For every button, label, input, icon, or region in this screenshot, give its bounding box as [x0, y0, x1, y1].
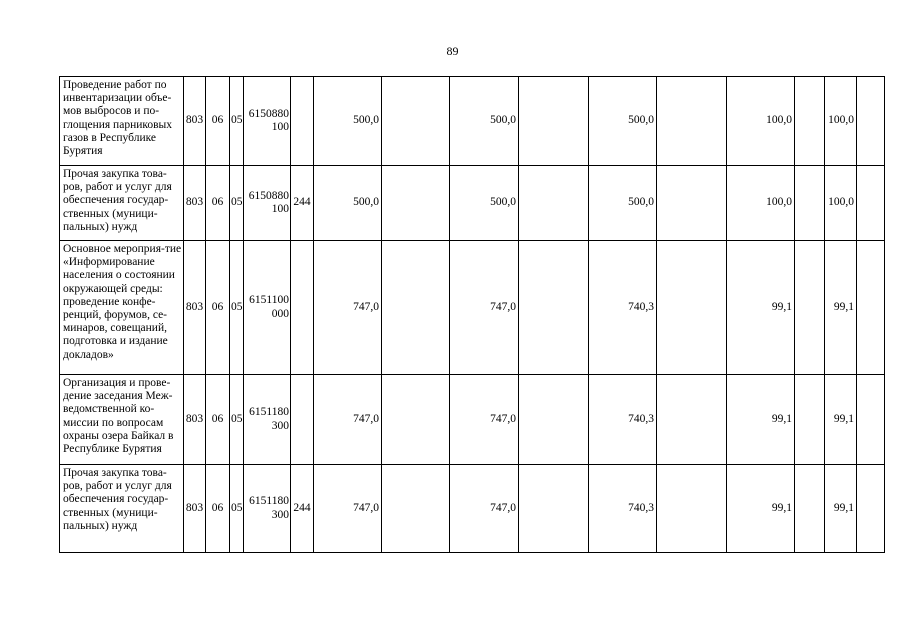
empty-cell [382, 375, 450, 465]
razdel-cell: 06 [206, 375, 230, 465]
csr-cell: 6151100 000 [244, 241, 291, 375]
row-name-cell: Прочая закупка това-ров, работ и услуг для обеспечения государ-ственных (муници-пальных) нужд [60, 465, 184, 553]
table-row [60, 77, 885, 166]
row-name-cell: Основное мероприя-тие «Информирование населения о состоянии окружающей среды: проведение конфе-ренций, форумов, се-минаров, совещаний, подготовка и издание докладов» [60, 241, 184, 375]
empty-cell [382, 465, 450, 553]
percent-plan-cell: 99,1 [727, 465, 795, 553]
row-name-cell: Прочая закупка това-ров, работ и услуг для обеспечения государ-ственных (муници-пальных) нужд [60, 166, 184, 241]
podrazdel-cell: 05 [230, 241, 244, 375]
empty-cell [857, 77, 885, 166]
empty-cell [795, 77, 825, 166]
percent-refined-cell: 99,1 [825, 375, 857, 465]
empty-cell [519, 241, 589, 375]
grbs-cell: 803 [184, 77, 206, 166]
podrazdel-cell: 05 [230, 166, 244, 241]
executed-amount-cell: 500,0 [589, 77, 657, 166]
percent-plan-cell: 99,1 [727, 375, 795, 465]
refined-plan-cell: 747,0 [450, 241, 519, 375]
podrazdel-cell: 05 [230, 465, 244, 553]
empty-cell [657, 241, 727, 375]
refined-plan-cell: 500,0 [450, 77, 519, 166]
empty-cell [519, 77, 589, 166]
empty-cell [795, 465, 825, 553]
empty-cell [657, 77, 727, 166]
executed-amount-cell: 740,3 [589, 375, 657, 465]
percent-refined-cell: 99,1 [825, 465, 857, 553]
row-name-cell: Проведение работ по инвентаризации объе-мов выбросов и по-глощения парниковых газов в Республике Бурятия [60, 77, 184, 166]
percent-plan-cell: 100,0 [727, 77, 795, 166]
grbs-cell: 803 [184, 241, 206, 375]
empty-cell [657, 465, 727, 553]
plan-amount-cell: 500,0 [314, 166, 382, 241]
empty-cell [657, 166, 727, 241]
vr-cell [291, 77, 314, 166]
empty-cell [857, 166, 885, 241]
row-name-cell: Организация и прове-дение заседания Меж-ведомственной ко-миссии по вопросам охраны озера Байкал в Республике Бурятия [60, 375, 184, 465]
empty-cell [857, 375, 885, 465]
razdel-cell: 06 [206, 166, 230, 241]
empty-cell [519, 166, 589, 241]
executed-amount-cell: 740,3 [589, 241, 657, 375]
table-row [60, 465, 885, 553]
razdel-cell: 06 [206, 241, 230, 375]
percent-refined-cell: 99,1 [825, 241, 857, 375]
plan-amount-cell: 500,0 [314, 77, 382, 166]
empty-cell [795, 166, 825, 241]
refined-plan-cell: 500,0 [450, 166, 519, 241]
empty-cell [795, 241, 825, 375]
empty-cell [382, 77, 450, 166]
executed-amount-cell: 500,0 [589, 166, 657, 241]
table-row [60, 375, 885, 465]
refined-plan-cell: 747,0 [450, 465, 519, 553]
vr-cell [291, 241, 314, 375]
percent-plan-cell: 100,0 [727, 166, 795, 241]
page-number: 89 [446, 44, 459, 58]
empty-cell [519, 465, 589, 553]
csr-cell: 6151180 300 [244, 465, 291, 553]
budget-table [59, 76, 885, 553]
razdel-cell: 06 [206, 77, 230, 166]
empty-cell [857, 241, 885, 375]
razdel-cell: 06 [206, 465, 230, 553]
table-row [60, 241, 885, 375]
empty-cell [519, 375, 589, 465]
plan-amount-cell: 747,0 [314, 241, 382, 375]
podrazdel-cell: 05 [230, 375, 244, 465]
executed-amount-cell: 740,3 [589, 465, 657, 553]
vr-cell: 244 [291, 166, 314, 241]
empty-cell [857, 465, 885, 553]
empty-cell [795, 375, 825, 465]
percent-refined-cell: 100,0 [825, 166, 857, 241]
percent-plan-cell: 99,1 [727, 241, 795, 375]
grbs-cell: 803 [184, 166, 206, 241]
empty-cell [382, 241, 450, 375]
table-body [60, 77, 885, 553]
csr-cell: 6150880 100 [244, 166, 291, 241]
vr-cell [291, 375, 314, 465]
refined-plan-cell: 747,0 [450, 375, 519, 465]
percent-refined-cell: 100,0 [825, 77, 857, 166]
vr-cell: 244 [291, 465, 314, 553]
podrazdel-cell: 05 [230, 77, 244, 166]
csr-cell: 6150880 100 [244, 77, 291, 166]
table-row [60, 166, 885, 241]
empty-cell [657, 375, 727, 465]
grbs-cell: 803 [184, 465, 206, 553]
grbs-cell: 803 [184, 375, 206, 465]
csr-cell: 6151180 300 [244, 375, 291, 465]
plan-amount-cell: 747,0 [314, 465, 382, 553]
empty-cell [382, 166, 450, 241]
plan-amount-cell: 747,0 [314, 375, 382, 465]
